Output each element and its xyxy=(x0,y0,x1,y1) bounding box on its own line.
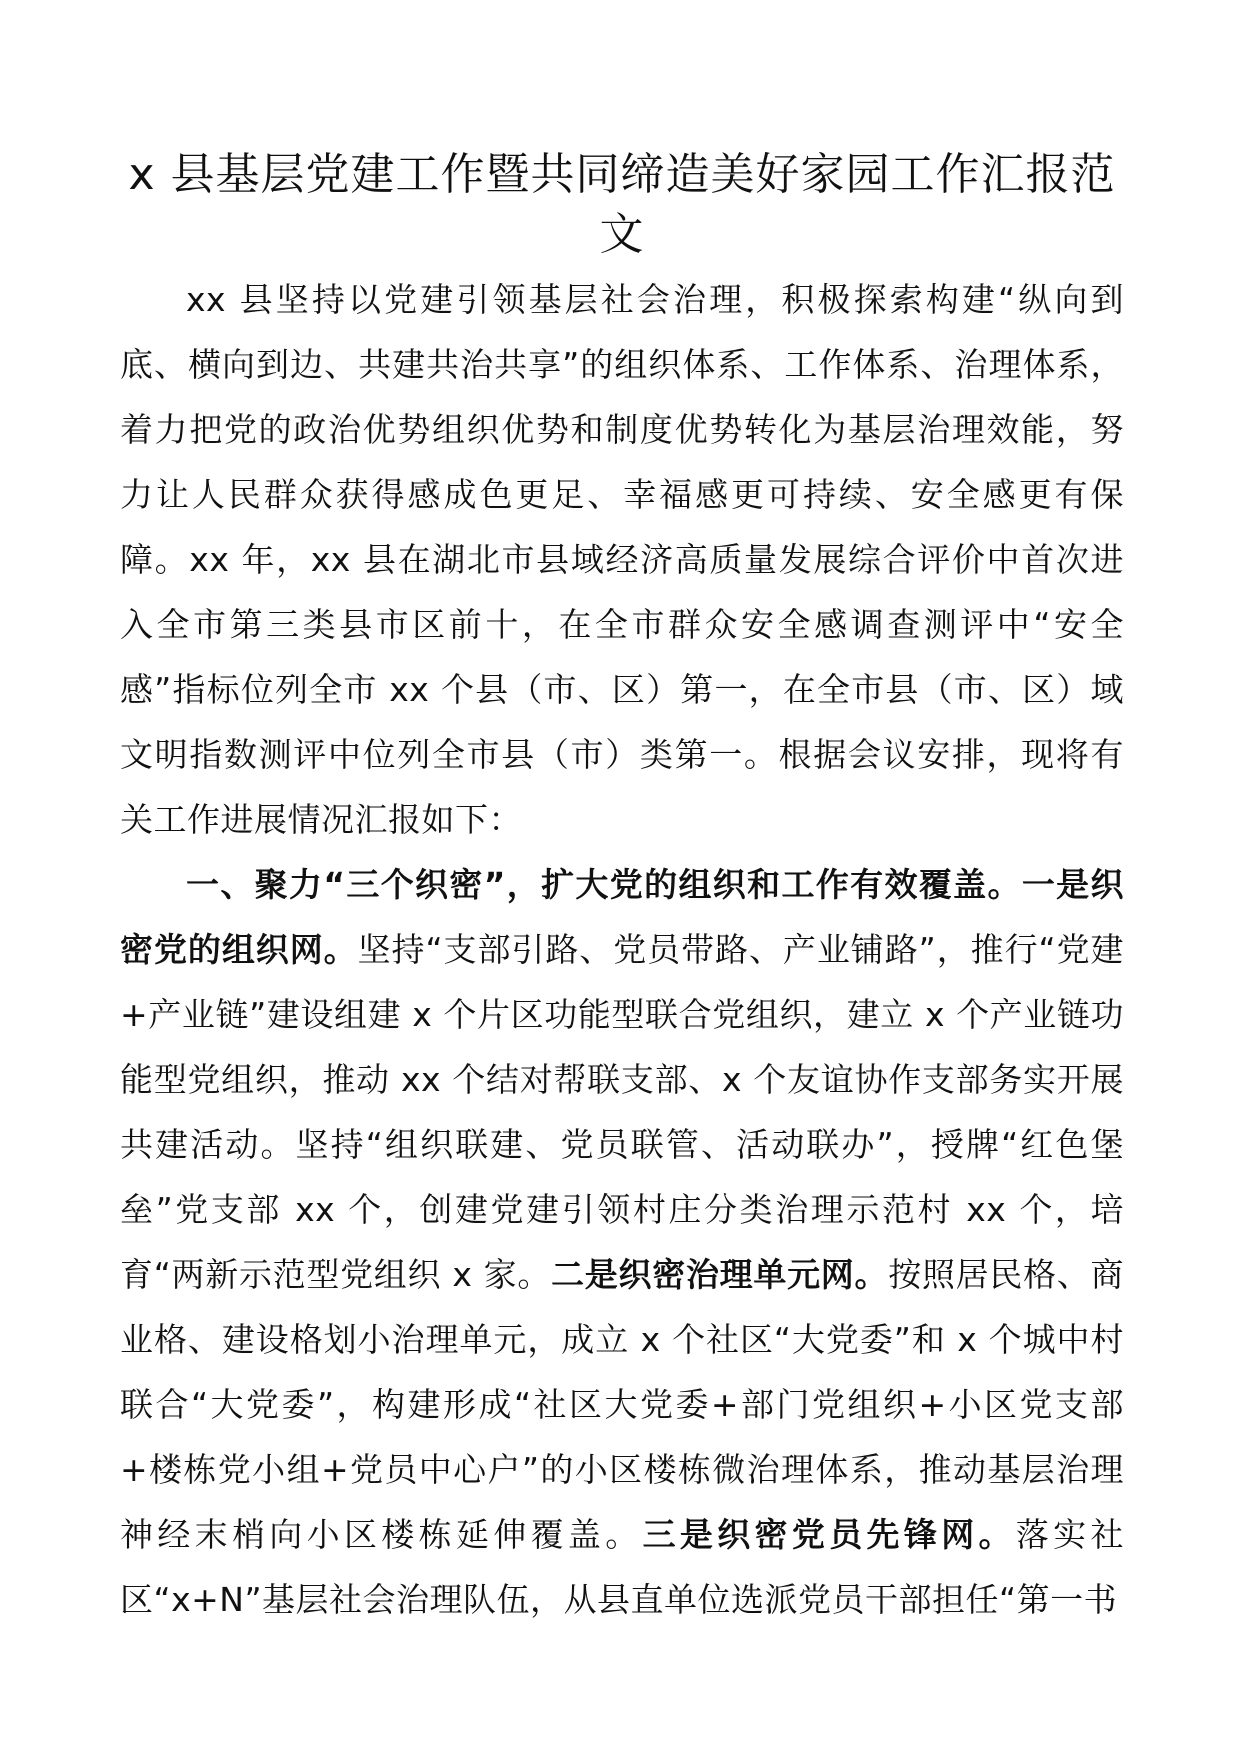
intro-paragraph: xx 县坚持以党建引领基层社会治理，积极探索构建“纵向到底、横向到边、共建共治共享”的组织体系、工作体系、治理体系，着力把党的政治优势组织优势和制度优势转化为基层治理效能，努力让人民群众获得感成色更足、幸福感更可持续、安全感更有保障。xx 年，xx 县在湖北市县域经济高质量发展综合评价中首次进入全市第三类县市区前十，在全市群众安全感调查测评中“安全感”指标位列全市 xx 个县（市、区）第一，在全市县（市、区）域文明指数测评中位列全市县（市）类第一。根据会议安排，现将有关工作进展情况汇报如下： xyxy=(120,280,1124,839)
section-1-heading: 一、聚力“三个织密”，扩大党的组织和工作有效覆盖。 xyxy=(186,865,1022,904)
section-1-item-2-title: 二是织密治理单元网。 xyxy=(551,1255,889,1294)
section-1-item-3-title: 三是织密党员先锋网。 xyxy=(642,1515,1016,1554)
section-1-item-1-text: 坚持“支部引路、党员带路、产业铺路”，推行“党建+产业链”建设组建 x 个片区功能型联合党组织，建立 x 个产业链功能型党组织，推动 xx 个结对帮联支部、x 个友谊协作支部务实开展共建活动。坚持“组织联建、党员联管、活动联办”，授牌“红色堡垒”党支部 xx 个，创建党建引领村庄分类治理示范村 xx 个，培育“两新示范型党组织 x 家。 xyxy=(120,930,1125,1294)
document-title: x 县基层党建工作暨共同缔造美好家园工作汇报范文 xyxy=(128,149,1116,260)
section-1-item-3-text: 落实社区“x+N”基层社会治理队伍，从县直单位选派党员干部担任“第一书 xyxy=(120,1515,1125,1619)
document-page xyxy=(120,145,1124,1632)
section-1-item-2-text: 按照居民格、商业格、建设格划小治理单元，成立 x 个社区“大党委”和 x 个城中村联合“大党委”，构建形成“社区大党委+部门党组织+小区党支部+楼栋党小组+党员中心户”的小区楼栋微治理体系，推动基层治理神经末梢向小区楼栋延伸覆盖。 xyxy=(120,1255,1125,1554)
section-1-paragraph xyxy=(120,852,1124,1632)
section-1-item-1-title: 一是织密党的组织网。 xyxy=(120,865,1124,969)
